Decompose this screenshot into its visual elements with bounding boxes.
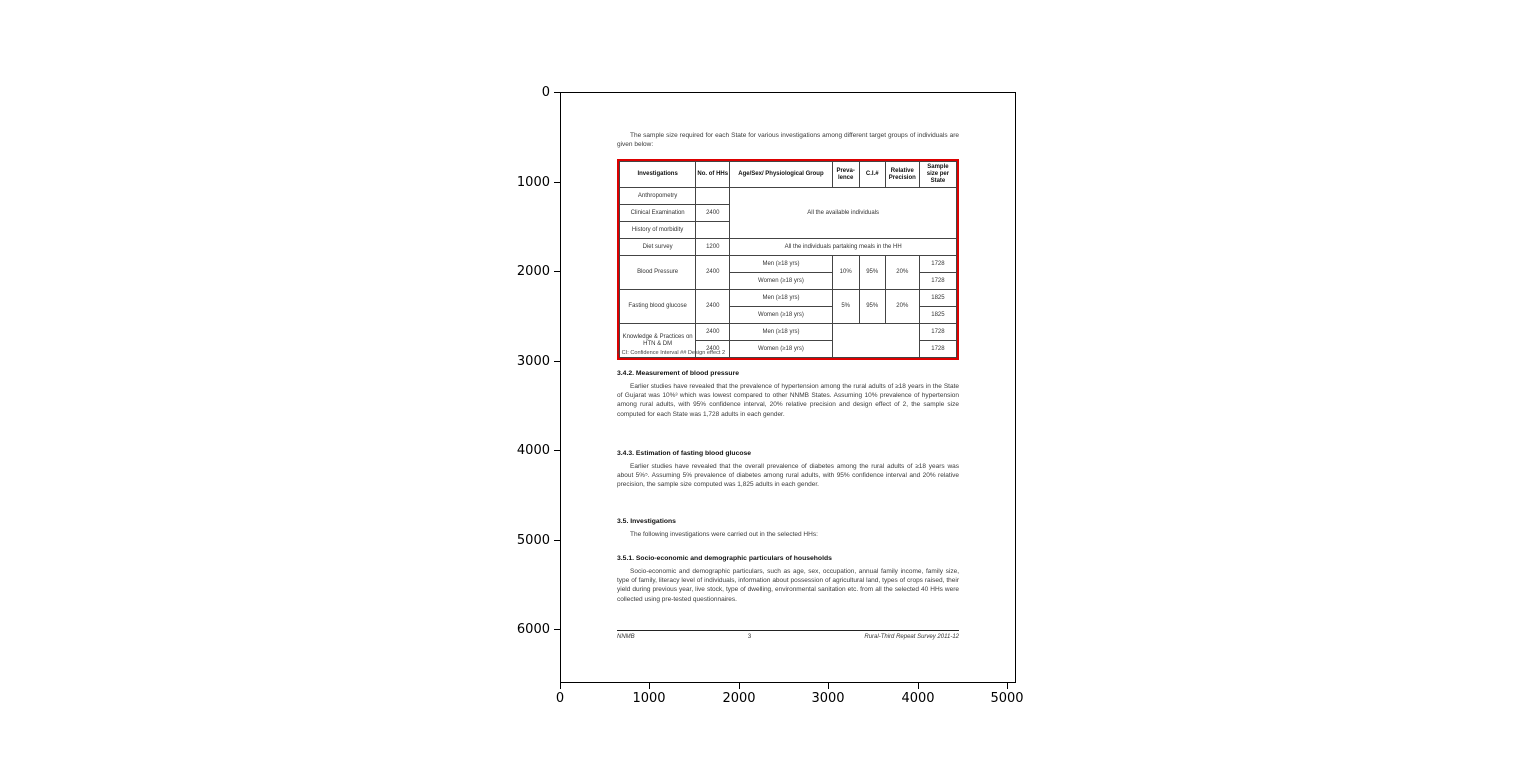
cell-bp-men: Men (≥18 yrs)	[730, 256, 832, 273]
col-header-investigations: Investigations	[620, 162, 696, 188]
cell-fbg-ci: 95%	[859, 290, 885, 324]
x-tick-mark	[649, 683, 650, 689]
section-3-4-2-body: Earlier studies have revealed that the prevalence of hypertension among the rural adults of ≥18 years in the State of Gujarat was 10%³ which was lowest compared to other NNMB States. Assuming 10% prevalence of hypertension among rural adults, with 95% confidence interval, 20% relative precision and design effect of 2, the sample size computed for each State was 1,728 adults in each gender.	[617, 383, 959, 418]
cell-bp-sample-men: 1728	[919, 256, 956, 273]
y-tick-label-2: 2000	[516, 264, 550, 279]
cell-fbg-label: Fasting blood glucose	[620, 290, 696, 324]
table-footnote: # CI: Confidence Interval ## Design effect 2	[617, 350, 726, 356]
col-header-prevalence: Preva- lence	[832, 162, 859, 188]
cell-kp-label: Knowledge & Practices on HTN & DM	[620, 324, 696, 358]
x-tick-label-2: 2000	[722, 691, 756, 706]
y-tick-label-1: 1000	[516, 175, 550, 190]
cell-morbidity: History of morbidity	[620, 222, 696, 239]
cell-all-available: All the available individuals	[730, 188, 957, 239]
x-tick-label-3: 3000	[811, 691, 845, 706]
y-tick-label-0: 0	[541, 85, 550, 100]
y-tick-label-3: 3000	[516, 354, 550, 369]
footer-rule	[617, 630, 959, 631]
col-header-ci: C.I.#	[859, 162, 885, 188]
y-tick-label-6: 6000	[516, 622, 550, 637]
x-tick-label-1: 1000	[632, 691, 666, 706]
cell-clinical: Clinical Examination	[620, 205, 696, 222]
x-tick-mark	[560, 683, 561, 689]
footer-right: Rural-Third Repeat Survey 2011-12	[864, 634, 959, 640]
cell-anthropometry: Anthropometry	[620, 188, 696, 205]
cell-empty	[696, 188, 730, 205]
y-tick-label-4: 4000	[516, 443, 550, 458]
footer-left: NNMB	[617, 634, 635, 640]
cell-kp-men: Men (≥18 yrs)	[730, 324, 832, 341]
cell-fbg-women: Women (≥18 yrs)	[730, 307, 832, 324]
table-row	[620, 188, 957, 205]
section-3-5-body: The following investigations were carried out in the selected HHs:	[630, 531, 818, 538]
x-tick-mark	[918, 683, 919, 689]
cell-fbg-men: Men (≥18 yrs)	[730, 290, 832, 307]
col-header-hhs: No. of HHs	[696, 162, 730, 188]
page-footer	[617, 634, 959, 640]
cell-bp-women: Women (≥18 yrs)	[730, 273, 832, 290]
cell-bp-ci: 95%	[859, 256, 885, 290]
cell-kp-sample-men: 1728	[919, 324, 956, 341]
cell-bp-label: Blood Pressure	[620, 256, 696, 290]
y-tick-label-5: 5000	[516, 533, 550, 548]
section-3-4-3-body: Earlier studies have revealed that the overall prevalence of diabetes among the rural adults of ≥18 years was about 5%⁵. Assuming 5% prevalence of diabetes among rural adults, with 95% confidence interval and 20% relative precision, the sample size computed was 1,825 adults in each gender.	[617, 463, 959, 489]
table-row	[620, 324, 957, 341]
col-header-precision: Relative Precision	[885, 162, 919, 188]
plot-axes	[560, 92, 1016, 683]
col-header-sample: Sample size per State	[919, 162, 956, 188]
cell-all-partaking: All the individuals partaking meals in the HH	[730, 239, 957, 256]
section-3-5-title: 3.5. Investigations	[617, 518, 676, 525]
cell-bp-hhs: 2400	[696, 256, 730, 290]
cell-fbg-sample-women: 1825	[919, 307, 956, 324]
cell-fbg-hhs: 2400	[696, 290, 730, 324]
cell-fbg-precision: 20%	[885, 290, 919, 324]
cell-bp-precision: 20%	[885, 256, 919, 290]
x-tick-label-0: 0	[555, 691, 565, 706]
table-row	[620, 239, 957, 256]
section-3-4-2-title: 3.4.2. Measurement of blood pressure	[617, 370, 740, 377]
cell-bp-sample-women: 1728	[919, 273, 956, 290]
section-3-5-1-title: 3.5.1. Socio-economic and demographic particulars of households	[617, 555, 832, 562]
x-tick-label-4: 4000	[901, 691, 935, 706]
footer-page-number: 3	[747, 634, 752, 640]
cell-fbg-sample-men: 1825	[919, 290, 956, 307]
intro-paragraph: The sample size required for each State for various investigations among different target groups of individuals are given below:	[617, 132, 959, 149]
cell-bp-prevalence: 10%	[832, 256, 859, 290]
table-header-row	[620, 162, 957, 188]
x-tick-mark	[1007, 683, 1008, 689]
cell-clinical-hhs: 2400	[696, 205, 730, 222]
section-3-5-1-body: Socio-economic and demographic particulars, such as age, sex, occupation, annual family income, family size, type of family, literacy level of individuals, information about possession of agricultural land, types of crops raised, their yield during previous year, live stock, type of dwelling, environmental sanitation etc. from all the selected 40 HHs were collected using pre-tested questionnaires.	[617, 568, 959, 603]
document-page	[617, 129, 959, 669]
highlight-box	[617, 159, 959, 360]
cell-kp-sample-women: 1728	[919, 341, 956, 358]
cell-kp-hhs-men: 2400	[696, 324, 730, 341]
x-tick-mark	[739, 683, 740, 689]
x-tick-mark	[828, 683, 829, 689]
table-row	[620, 290, 957, 307]
cell-fbg-prevalence: 5%	[832, 290, 859, 324]
cell-kp-hhs-women: 2400	[696, 341, 730, 358]
cell-empty	[696, 222, 730, 239]
sample-size-table	[619, 161, 957, 358]
cell-kp-women: Women (≥18 yrs)	[730, 341, 832, 358]
cell-diet: Diet survey	[620, 239, 696, 256]
section-3-4-3-title: 3.4.3. Estimation of fasting blood glucose	[617, 450, 752, 457]
table-row	[620, 256, 957, 273]
cell-diet-hhs: 1200	[696, 239, 730, 256]
col-header-group: Age/Sex/ Physiological Group	[730, 162, 832, 188]
x-tick-label-5: 5000	[990, 691, 1024, 706]
